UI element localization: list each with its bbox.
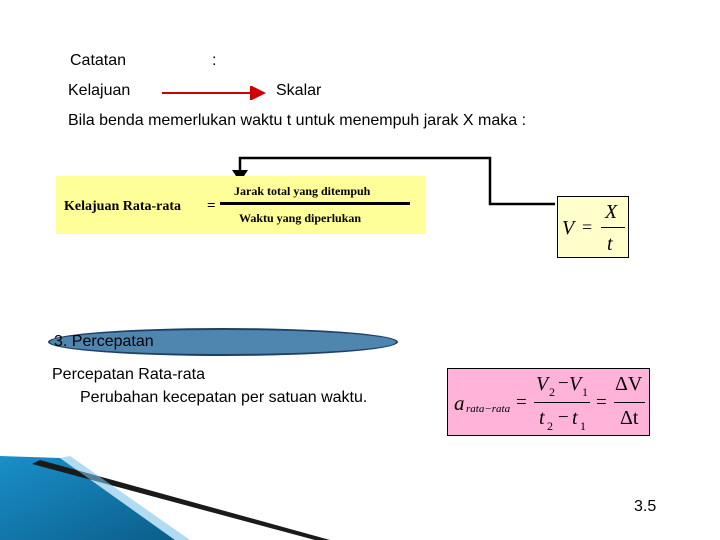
accel-den-delta-t: Δt [620, 407, 639, 429]
speed-formula-fraction-line [601, 227, 625, 228]
speed-box-equals: = [207, 198, 216, 214]
acceleration-formula-box [447, 368, 650, 436]
section-title: 3. Percepatan [54, 333, 154, 350]
accel-den-t2-sub: 2 [547, 419, 553, 433]
accel-equals-1: = [516, 392, 527, 413]
accel-num-v1-sub: 1 [582, 385, 588, 399]
speed-definition-box [56, 176, 426, 234]
accel-num-v2: V [536, 373, 549, 395]
accel-fraction-line-2 [614, 402, 645, 403]
accel-den-t2: t [539, 407, 545, 429]
speed-formula-box [557, 196, 629, 258]
skalar-label: Skalar [276, 82, 322, 99]
speed-formula-denominator: t [607, 233, 613, 255]
accel-lhs-subscript: rata−rata [466, 403, 511, 415]
section-subtitle: Percepatan Rata-rata [52, 366, 205, 383]
accel-den-t1: t [572, 407, 578, 429]
accel-fraction-line-1 [534, 402, 590, 403]
accel-den-minus: − [558, 407, 569, 428]
catatan-label: Catatan [70, 52, 127, 69]
colon-label: : [212, 52, 217, 69]
speed-box-numerator: Jarak total yang ditempuh [234, 184, 371, 198]
accel-num-delta-v: ΔV [615, 373, 643, 395]
accel-equals-2: = [596, 392, 607, 413]
corner-swoosh-decoration [0, 448, 330, 540]
accel-num-v2-sub: 2 [549, 385, 555, 399]
speed-formula-lhs: V [562, 217, 575, 239]
page-number: 3.5 [634, 498, 657, 515]
speed-box-fraction-line [220, 202, 410, 205]
speed-box-denominator: Waktu yang diperlukan [239, 211, 362, 225]
accel-lhs-symbol: a [454, 391, 465, 415]
speed-formula-equals: = [582, 217, 593, 237]
section-definition: Perubahan kecepatan per satuan waktu. [80, 389, 368, 406]
speed-box-label: Kelajuan Rata-rata [64, 199, 182, 214]
accel-den-t1-sub: 1 [580, 419, 586, 433]
speed-formula-numerator: X [605, 201, 618, 223]
red-arrow-icon [160, 86, 270, 100]
description-text: Bila benda memerlukan waktu t untuk menempuh jarak X maka : [68, 112, 527, 129]
kelajuan-label: Kelajuan [68, 82, 131, 99]
accel-num-minus: − [558, 373, 569, 394]
accel-num-v1: V [569, 373, 582, 395]
